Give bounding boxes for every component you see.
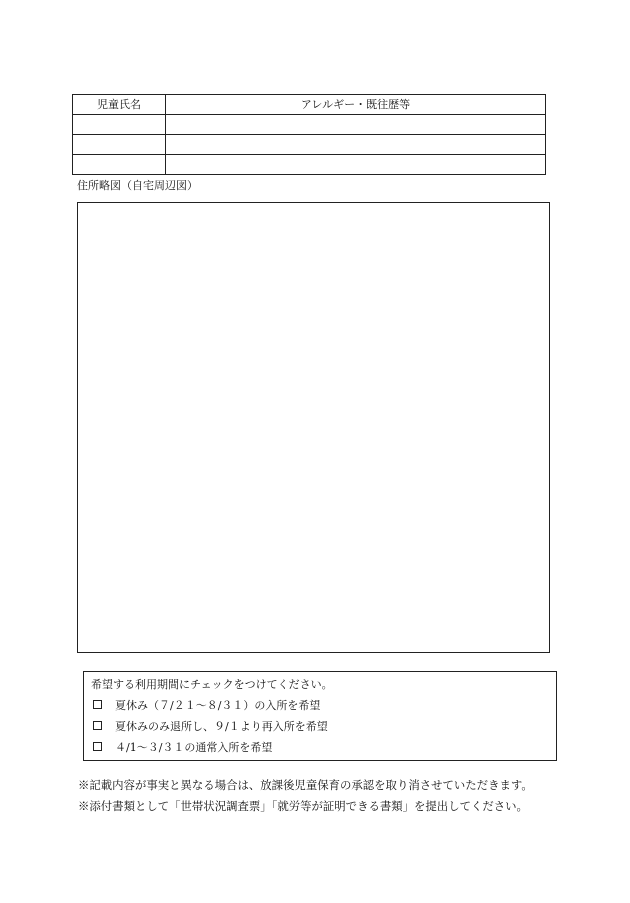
allergy-cell[interactable] <box>166 115 546 135</box>
checkbox-icon[interactable] <box>93 742 102 751</box>
period-selection-box <box>83 671 557 761</box>
child-name-cell[interactable] <box>73 115 166 135</box>
checkbox-icon[interactable] <box>93 700 102 709</box>
allergy-table <box>72 94 546 175</box>
period-option-regular[interactable] <box>91 736 556 757</box>
table-row <box>73 155 546 175</box>
allergy-cell[interactable] <box>166 155 546 175</box>
table-row <box>73 115 546 135</box>
period-instruction: 希望する利用期間にチェックをつけてください。 <box>91 678 333 691</box>
period-option-label: ４/1～３/３１の通常入所を希望 <box>115 740 273 754</box>
child-name-cell[interactable] <box>73 155 166 175</box>
allergy-header: アレルギー・既往歴等 <box>166 95 546 115</box>
allergy-cell[interactable] <box>166 135 546 155</box>
table-row <box>73 135 546 155</box>
notes <box>78 775 533 817</box>
period-option-summer-withdraw[interactable] <box>91 715 556 736</box>
child-name-header: 児童氏名 <box>73 95 166 115</box>
checkbox-icon[interactable] <box>93 721 102 730</box>
table-header-row <box>73 95 546 115</box>
map-drawing-area[interactable] <box>77 202 550 653</box>
period-option-label: 夏休みのみ退所し、９/１より再入所を希望 <box>115 719 328 733</box>
note-line: ※記載内容が事実と異なる場合は、放課後児童保育の承認を取り消させていただきます。 <box>78 778 533 792</box>
period-option-label: 夏休み（７/２１～８/３１）の入所を希望 <box>115 698 321 712</box>
note-line: ※添付書類として「世帯状況調査票」「就労等が証明できる書類」を提出してください。 <box>78 799 528 813</box>
period-option-summer[interactable] <box>91 694 556 715</box>
map-label: 住所略図（自宅周辺図） <box>77 179 198 192</box>
child-name-cell[interactable] <box>73 135 166 155</box>
